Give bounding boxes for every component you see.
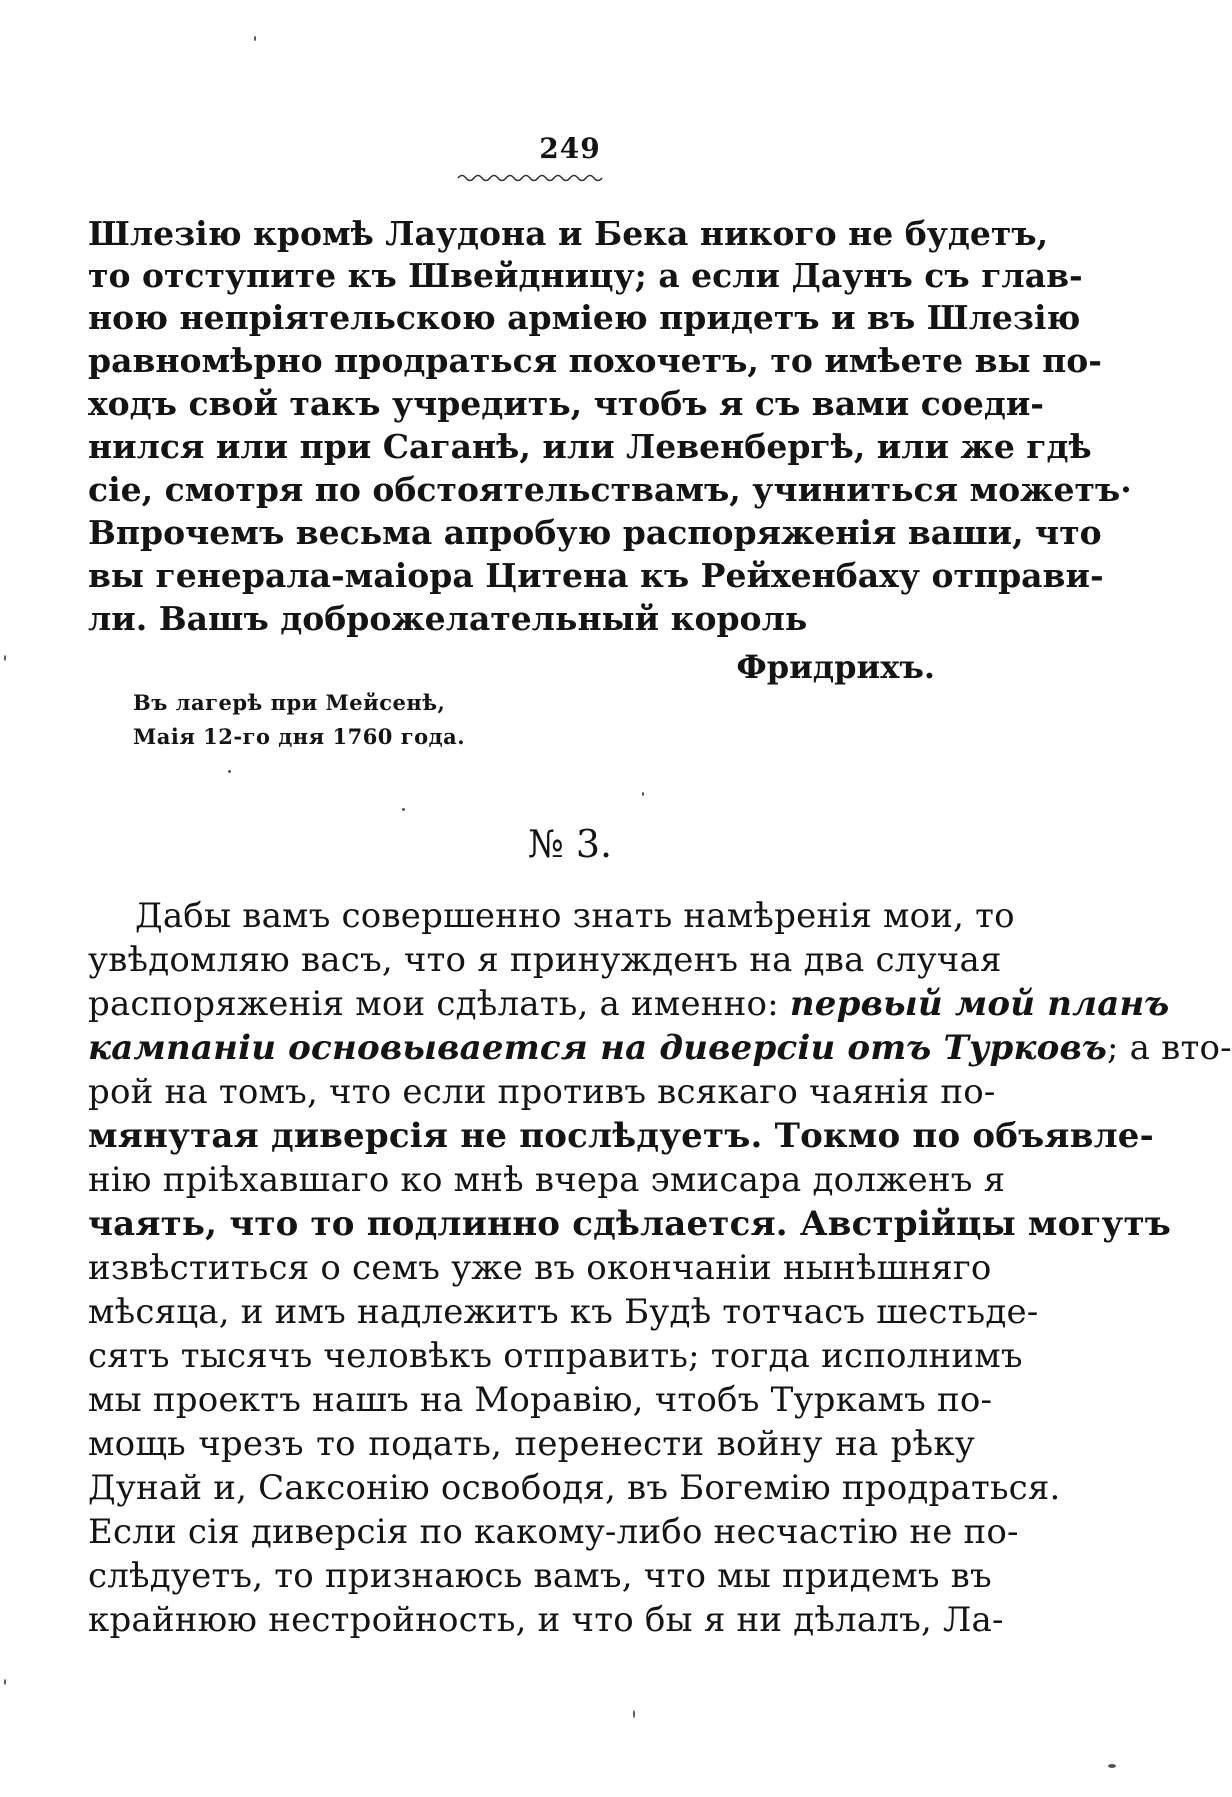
text-line: вы генерала-маіора Цитена къ Рейхенбаху отправи-	[88, 556, 1104, 595]
text-run: ; а вто-	[1107, 1028, 1232, 1068]
text-line: мощь чрезъ то подать, перенести войну на рѣку	[88, 1424, 975, 1464]
text-line: Дунай и, Саксонію освободя, въ Богемію продраться.	[88, 1468, 1061, 1508]
text-line: чаять, что то подлинно сдѣлается. Австрійцы могутъ	[88, 1204, 1172, 1244]
text-line: мянутая диверсія не послѣдуетъ. Токмо по объявле-	[88, 1116, 1154, 1156]
scan-speck	[4, 1679, 6, 1685]
text-line: Дабы вамъ совершенно знать намѣренія мои, то	[135, 896, 1015, 936]
text-line: сятъ тысячъ человѣкъ отправить; тогда исполнимъ	[88, 1336, 1023, 1376]
scan-speck	[4, 655, 6, 661]
text-line: сіе, смотря по обстоятельствамъ, учиниться можетъ·	[88, 470, 1132, 509]
text-line: ходъ свой такъ учредить, чтобъ я съ вами соеди-	[88, 384, 1044, 423]
text-line: нію пріѣхавшаго ко мнѣ вчера эмисара долженъ я	[88, 1160, 1006, 1200]
text-line: равномѣрно продраться похочетъ, то имѣете вы по-	[88, 341, 1102, 380]
scan-speck	[402, 808, 405, 811]
text-line: нился или при Саганѣ, или Левенбергѣ, или же гдѣ	[88, 427, 1092, 466]
text-line: ли. Вашъ доброжелательный король	[88, 599, 808, 638]
text-line: увѣдомляю васъ, что я принужденъ на два случая	[88, 940, 1002, 980]
text-line: ною непріятельскою арміею придетъ и въ Шлезію	[88, 298, 1081, 337]
dateline-place: Въ лагерѣ при Мейсенѣ,	[133, 690, 446, 715]
text-line: мы проектъ нашъ на Моравію, чтобъ Туркамъ по-	[88, 1380, 993, 1420]
scan-speck	[228, 770, 231, 773]
scan-speck	[642, 792, 644, 796]
text-line: рой на томъ, что если противъ всякаго чаянія по-	[88, 1072, 996, 1112]
document-heading: № 3.	[527, 822, 613, 866]
text-line: извѣститься о семъ уже въ окончаніи нынѣшняго	[88, 1248, 992, 1288]
page-number: 249	[539, 132, 601, 165]
emphasis-text: первый мой планъ	[789, 984, 1170, 1024]
wavy-rule-ornament	[456, 172, 602, 186]
dateline-date: Маія 12-го дня 1760 года.	[133, 724, 466, 749]
text-line: Если сія диверсія по какому-либо несчастію не по-	[88, 1512, 1019, 1552]
text-line: Впрочемъ весьма апробую распоряженія ваши, что	[88, 513, 1102, 552]
text-line	[88, 979, 1170, 1029]
text-line	[88, 1023, 1232, 1073]
signature: Фридрихъ.	[736, 648, 935, 686]
text-line: то отступите къ Швейдницу; а если Даунъ съ глав-	[88, 256, 1083, 295]
scan-speck	[1108, 1764, 1116, 1768]
scan-speck	[254, 36, 256, 41]
text-run: распоряженія мои сдѣлать, а именно:	[88, 984, 779, 1024]
emphasis-text: кампаніи основывается на диверсіи отъ Турковъ	[88, 1028, 1107, 1068]
text-line: мѣсяца, и имъ надлежитъ къ Будѣ тотчасъ шестьде-	[88, 1292, 1039, 1332]
text-line: крайнюю нестройность, и что бы я ни дѣлалъ, Ла-	[88, 1600, 1004, 1640]
text-line: слѣдуетъ, то признаюсь вамъ, что мы придемъ въ	[88, 1556, 992, 1596]
scan-speck	[633, 1710, 635, 1718]
text-line: Шлезію кромѣ Лаудона и Бека никого не будетъ,	[88, 214, 1049, 253]
